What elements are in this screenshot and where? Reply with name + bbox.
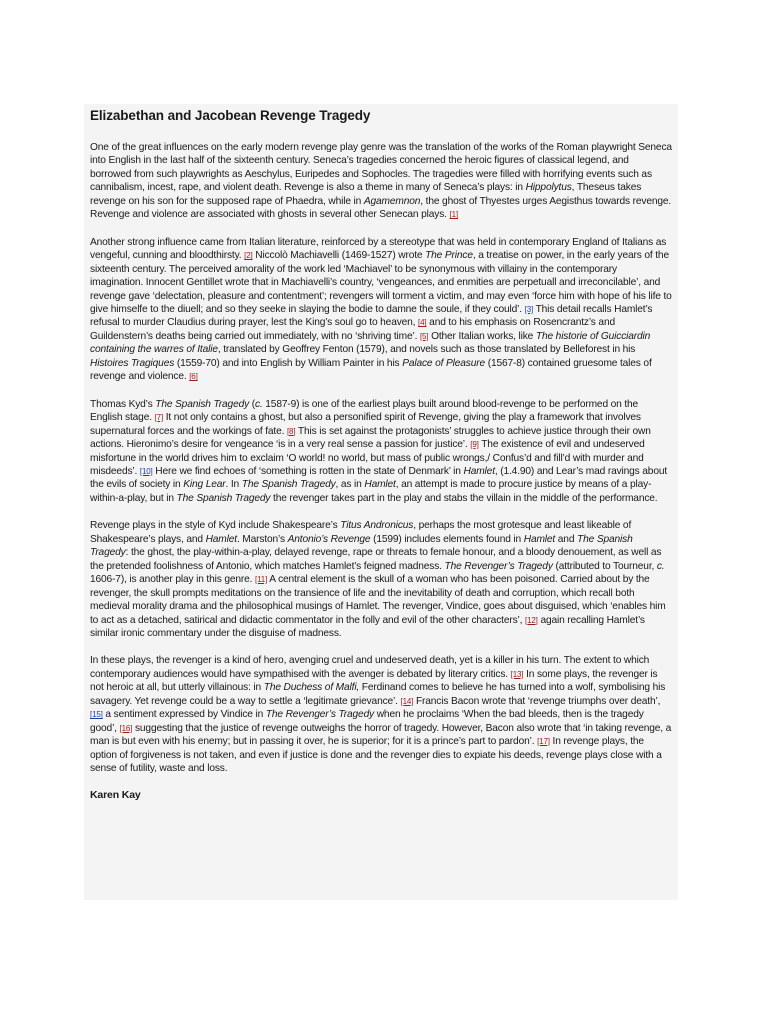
footnote-link[interactable]: [15] — [90, 710, 103, 720]
italic-title: The Prince — [425, 250, 473, 262]
footnote-link[interactable]: [4] — [418, 318, 427, 328]
italic-title: Hamlet — [523, 533, 556, 545]
text-run: Here we find echoes of ‘something is rotten in the state of Denmark’ in — [152, 465, 464, 477]
footnote-link[interactable]: [16] — [119, 723, 133, 733]
footnote-link[interactable]: [5] — [419, 331, 429, 341]
footnote-link[interactable]: [17] — [537, 737, 550, 747]
text-run: Ferdinand comes to believe he has turned into a wolf, symbolising his savagery. Yet revenge could be a way to settle a ‘legitimate grievance’. — [90, 682, 666, 707]
text-run: This is set against the protagonists’ struggles to achieve justice through their own actions. Hieronimo’s desire for vengeance ‘is in a very real sense a passion for justice’. — [90, 425, 651, 451]
text-run: . Marston’s — [236, 533, 288, 545]
text-run: This detail recalls Hamlet’s refusal to murder Claudius during prayer, lest the King’s soul go to heaven, — [90, 303, 653, 329]
article-paragraph — [90, 398, 672, 506]
footnote-link[interactable]: [7] — [154, 413, 164, 423]
text-run: , the ghost of Thyestes urges Aegisthus towards revenge. Revenge and violence are associated with ghosts in several other Senecan plays. — [90, 195, 672, 221]
text-run: (1559-70) and into English by William Painter in his — [174, 357, 403, 369]
text-run: In some plays, the revenger is not heroic at all, but utterly villainous: in — [90, 668, 658, 694]
italic-title: The historie of Guicciardin containing the warres of Italie — [90, 330, 651, 356]
italic-title: Palace of Pleasure — [402, 357, 486, 369]
italic-title: The Revenger’s Tragedy — [444, 560, 553, 572]
italic-title: The Spanish Tragedy — [155, 398, 250, 410]
text-run: and to his emphasis on Rosencrantz’s and Guildenstern’s deaths being carried out immediately, with no ‘shriving time’. — [90, 317, 615, 342]
text-run: It not only contains a ghost, but also a personified spirit of Revenge, giving the play a framework that involves supernatural forces and the workings of fate. — [90, 412, 641, 437]
text-run: , (1.4.90) and Lear’s mad ravings about the evils of society in — [90, 465, 668, 491]
text-run: A central element is the skull of a woman who has been poisoned. Carried about by the revenger, the skull prompts meditations on the transience of life and the inevitability of death and corruption, which recall both medieval morality drama and the philosophical musings of Hamlet. The revenger, Vindice, goes about disguised, which ‘enables him to act as a detached, satirical and didactic commentator in the folly and evil of the other characters’, — [90, 574, 666, 626]
italic-title: The Revenger’s Tragedy — [265, 709, 375, 721]
article-paragraph — [90, 519, 672, 640]
italic-title: The Spanish Tragedy — [241, 479, 336, 491]
footnote-link[interactable]: [8] — [286, 426, 296, 436]
text-run: Francis Bacon wrote that ‘revenge triumphs over death’, — [413, 695, 661, 707]
article-paragraph — [90, 236, 672, 384]
text-run: Revenge plays in the style of Kyd include Shakespeare’s — [90, 520, 341, 532]
text-run: Thomas Kyd’s — [90, 398, 156, 410]
text-run: . In — [225, 479, 242, 491]
text-run: , Theseus takes revenge on his son for the supposed rape of Phaedra, while in — [90, 182, 642, 207]
italic-title: Histoires Tragiques — [90, 357, 175, 369]
italic-title: c. — [254, 398, 263, 410]
text-run: (1599) includes elements found in — [370, 533, 524, 545]
text-run: the revenger takes part in the play and stabs the villain in the middle of the performance. — [270, 492, 658, 504]
text-run: again recalling Hamlet’s similar ironic commentary under the disguise of madness. — [90, 614, 645, 639]
italic-title: Hippolytus — [525, 182, 572, 194]
text-run: In these plays, the revenger is a kind of hero, avenging cruel and undeserved death, yet is a killer in his turn. The extent to which contemporary audiences would have sympathised with the avenger is debated by literary critics. — [90, 655, 650, 680]
footnote-link[interactable]: [12] — [525, 615, 538, 625]
italic-title: Hamlet — [205, 533, 237, 545]
text-run: One of the great influences on the early modern revenge play genre was the translation of the works of the Roman playwright Seneca into English in the last half of the sixteenth century. Seneca’s tragedies concerned the heroic figures of classical legend, and borrowed from such playwrights as Aeschylus, Euripedes and Sophocles. The tragedies were filled with horrifying events such as cannibalism, incest, rape, and violent death. Revenge is also a theme in many of Seneca’s plays: in — [90, 142, 672, 194]
text-run: (attributed to Tourneur, — [552, 560, 657, 572]
article-paragraph — [90, 141, 672, 222]
text-run: , a treatise on power, in the early years of the sixteenth century. The perceived amorality of the work led ‘Machiavel’ to be synonymous with villainy in the contemporary imagination. Innocent Gentillet wrote that in Machiavelli’s country, ‘vengeances, and enmities are perpetuall and irreconcilable’, and revenge gave ‘delectation, pleasure and contentment’; revengers will torment a victim, and may even ‘force him with hope of his life to give himselfe to the diuell; and so they seeke in slaying the bodie to damne the soule, if they could’. — [90, 250, 672, 315]
text-run: Other Italian works, like — [428, 330, 536, 342]
article-body — [90, 141, 672, 775]
article-panel — [84, 104, 678, 900]
italic-title: The Spanish Tragedy — [176, 492, 271, 504]
footnote-link[interactable]: [3] — [524, 304, 534, 314]
italic-title: Titus Andronicus — [340, 520, 414, 532]
italic-title: Hamlet — [364, 479, 396, 491]
text-run: 1587-9) is one of the earliest plays built around blood-revenge to be performed on the English stage. — [90, 398, 639, 424]
footnote-link[interactable]: [14] — [400, 696, 414, 706]
text-run: The existence of evil and undeserved misfortune in the world drives him to exclaim ‘O world! no world, but mass of public wrongs,/ Confus’d and fill’d with murder and misdeeds’. — [90, 439, 645, 477]
text-run: , an attempt is made to procure justice by means of a play-within-a-play, but in — [90, 479, 652, 504]
text-run: , perhaps the most grotesque and least likeable of Shakespeare’s plays, and — [90, 520, 632, 545]
italic-title: Agamemnon — [363, 195, 421, 207]
italic-title: The Spanish Tragedy — [90, 533, 633, 559]
text-run: Niccolò Machiavelli (1469-1527) wrote — [252, 250, 426, 262]
article-paragraph — [90, 654, 672, 775]
footnote-link[interactable]: [6] — [189, 372, 198, 382]
text-run: ( — [249, 398, 255, 410]
italic-title: Hamlet — [463, 465, 495, 477]
italic-title: c. — [656, 560, 665, 572]
text-run: In revenge plays, the option of forgiveness is not taken, and even if justice is done and the revenger dies to expiate his deeds, revenge plays close with a sense of futility, waste and loss. — [90, 736, 662, 775]
text-run: , translated by Geoffrey Fenton (1579), and novels such as those translated by Belleforest in his — [217, 344, 636, 356]
text-run: and — [555, 533, 578, 545]
footnote-link[interactable]: [2] — [244, 251, 253, 261]
footnote-link[interactable]: [11] — [255, 575, 268, 585]
text-run: (1567-8) contained gruesome tales of revenge and violence. — [90, 357, 652, 383]
italic-title: Antonio’s Revenge — [287, 533, 371, 545]
text-run: , as in — [335, 479, 365, 491]
text-run: suggesting that the justice of revenge outweighs the horror of tragedy. However, Bacon also wrote that ‘in taking revenge, a man is but even with his enemy; but in passing it over, he is superior; for it is a prince’s part to pardon’. — [90, 722, 672, 748]
text-run: : the ghost, the play-within-a-play, delayed revenge, rape or threats to female honour, and a bloody denouement, as well as the pretended foolishness of Antonio, which matches Hamlet’s feigned madness. — [90, 547, 662, 572]
author-name: Karen Kay — [90, 789, 141, 802]
footnote-link[interactable]: [1] — [449, 210, 458, 220]
footnote-link[interactable]: [9] — [470, 440, 479, 450]
footnote-link[interactable]: [10] — [139, 466, 153, 476]
text-run: 1606-7), is another play in this genre. — [90, 574, 256, 586]
text-run: a sentiment expressed by Vindice in — [102, 709, 266, 721]
italic-title: King Lear — [183, 479, 226, 491]
text-run: Another strong influence came from Italian literature, reinforced by a stereotype that was held in contemporary England of Italians as vengeful, cunning and bloodthirsty. — [90, 236, 667, 262]
text-run: when he proclaims ‘When the bad bleeds, then is the tragedy good’, — [90, 709, 644, 734]
italic-title: The Duchess of Malfi, — [263, 682, 360, 694]
article-title: Elizabethan and Jacobean Revenge Tragedy — [90, 108, 371, 123]
footnote-link[interactable]: [13] — [510, 669, 524, 679]
